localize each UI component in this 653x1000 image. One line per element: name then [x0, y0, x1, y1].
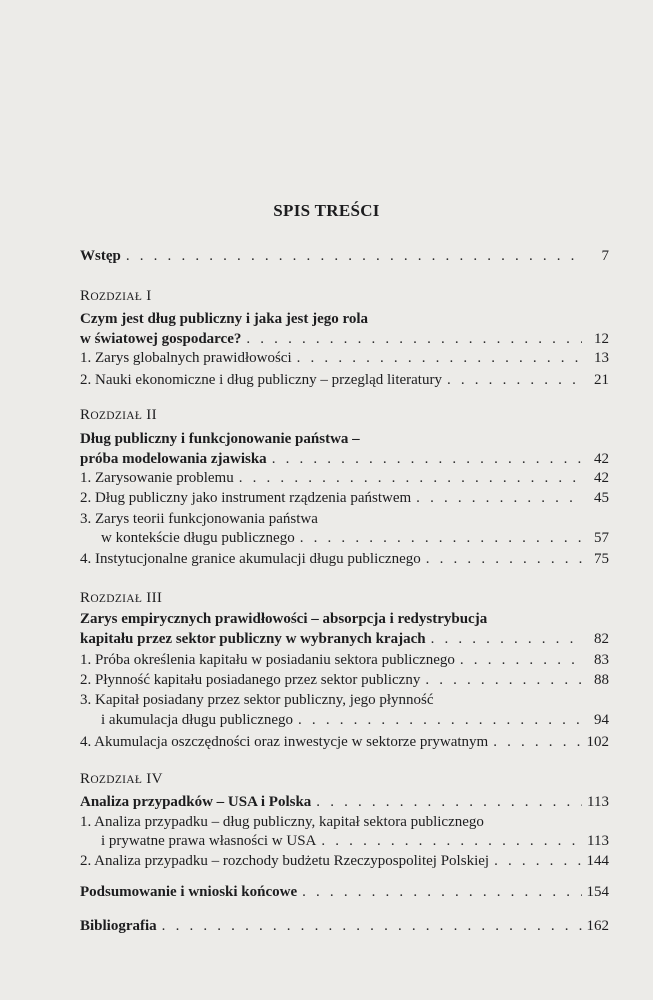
toc-entry-section[interactable]	[80, 651, 609, 670]
entry-label: 4. Instytucjonalne granice akumulacji długu publicznego	[80, 551, 421, 567]
entry-label: 1. Zarysowanie problemu	[80, 470, 234, 486]
toc-entry-summary[interactable]	[80, 883, 609, 902]
toc-entry-chapter[interactable]	[80, 793, 609, 812]
section-label-line: 3. Kapitał posiadany przez sektor publiczny, jego płynność	[80, 692, 434, 708]
toc-entry-section[interactable]	[101, 711, 609, 730]
leader-dots	[162, 917, 582, 936]
page-number: 144	[586, 853, 609, 869]
leader-dots	[272, 450, 582, 469]
toc-entry-section[interactable]	[80, 489, 609, 508]
toc-entry-intro[interactable]	[80, 247, 609, 266]
entry-label: 1. Próba określenia kapitału w posiadaniu sektora publicznego	[80, 652, 455, 668]
toc-entry-chapter[interactable]	[80, 630, 609, 649]
chapter-title: Zarys empirycznych prawidłowości – absorpcja i redystrybucja	[80, 611, 488, 627]
entry-label: 2. Analiza przypadku – rozchody budżetu Rzeczypospolitej Polskiej	[80, 853, 490, 869]
page-number: 42	[594, 470, 609, 486]
page-number: 154	[586, 884, 609, 900]
page-number: 82	[594, 631, 609, 647]
toc-entry-section[interactable]	[101, 529, 609, 548]
page-number: 162	[586, 918, 609, 934]
page-number: 45	[594, 490, 609, 506]
leader-dots	[493, 733, 581, 752]
entry-label: Wstęp	[80, 248, 121, 264]
page-number: 42	[594, 451, 609, 467]
leader-dots	[321, 832, 582, 851]
entry-label: Bibliografia	[80, 918, 157, 934]
chapter-heading: ROZDZIAŁ IV	[80, 771, 163, 787]
page-number: 12	[594, 331, 609, 347]
page-number: 94	[594, 712, 609, 728]
leader-dots	[416, 489, 582, 508]
toc-entry-bibliography[interactable]	[80, 917, 609, 936]
chapter-title: Dług publiczny i funkcjonowanie państwa –	[80, 431, 360, 447]
page-number: 57	[594, 530, 609, 546]
toc-entry-section[interactable]	[80, 671, 609, 690]
leader-dots	[239, 469, 582, 488]
page-number: 21	[594, 372, 609, 388]
page-number: 75	[594, 551, 609, 567]
leader-dots	[426, 550, 582, 569]
page-number: 7	[601, 248, 609, 264]
entry-label: 1. Zarys globalnych prawidłowości	[80, 350, 292, 366]
toc-entry-section[interactable]	[80, 733, 609, 752]
leader-dots	[425, 671, 582, 690]
leader-dots	[431, 630, 582, 649]
entry-label: i akumulacja długu publicznego	[101, 712, 294, 728]
entry-label: w kontekście długu publicznego	[101, 530, 295, 546]
entry-label: Analiza przypadków – USA i Polska	[80, 794, 312, 810]
page-number: 102	[586, 734, 609, 750]
entry-label: kapitału przez sektor publiczny w wybranych krajach	[80, 631, 426, 647]
leader-dots	[298, 711, 582, 730]
toc-entry-chapter[interactable]	[80, 450, 609, 469]
entry-label: 2. Płynność kapitału posiadanego przez sektor publiczny	[80, 672, 421, 688]
entry-label: Podsumowanie i wnioski końcowe	[80, 884, 298, 900]
page-title: SPIS TREŚCI	[273, 201, 380, 220]
leader-dots	[300, 529, 582, 548]
chapter-title: Czym jest dług publiczny i jaka jest jego rola	[80, 311, 369, 327]
chapter-heading: ROZDZIAŁ III	[80, 590, 163, 606]
toc-entry-section[interactable]	[80, 550, 609, 569]
leader-dots	[302, 883, 581, 902]
leader-dots	[460, 651, 582, 670]
toc-entry-section[interactable]	[80, 371, 609, 390]
entry-label: 2. Nauki ekonomiczne i dług publiczny – przegląd literatury	[80, 372, 442, 388]
entry-label: próba modelowania zjawiska	[80, 451, 267, 467]
toc-entry-section[interactable]	[80, 852, 609, 871]
leader-dots	[297, 349, 582, 368]
leader-dots	[316, 793, 582, 812]
toc-entry-section[interactable]	[80, 469, 609, 488]
leader-dots	[126, 247, 582, 266]
section-label-line: 3. Zarys teorii funkcjonowania państwa	[80, 511, 318, 527]
chapter-heading: ROZDZIAŁ II	[80, 407, 157, 423]
page-number: 113	[587, 794, 609, 810]
leader-dots	[494, 852, 581, 871]
entry-label: 4. Akumulacja oszczędności oraz inwestycje w sektorze prywatnym	[80, 734, 489, 750]
entry-label: w światowej gospodarce?	[80, 331, 242, 347]
entry-label: 2. Dług publiczny jako instrument rządzenia państwem	[80, 490, 412, 506]
page-number: 88	[594, 672, 609, 688]
section-label-line: 1. Analiza przypadku – dług publiczny, kapitał sektora publicznego	[80, 814, 484, 830]
entry-label: i prywatne prawa własności w USA	[101, 833, 317, 849]
page-number: 113	[587, 833, 609, 849]
leader-dots	[246, 330, 582, 349]
toc-entry-section[interactable]	[101, 832, 609, 851]
page-number: 83	[594, 652, 609, 668]
toc-entry-section[interactable]	[80, 349, 609, 368]
toc-entry-chapter[interactable]	[80, 330, 609, 349]
leader-dots	[447, 371, 582, 390]
page-number: 13	[594, 350, 609, 366]
chapter-heading: ROZDZIAŁ I	[80, 288, 152, 304]
